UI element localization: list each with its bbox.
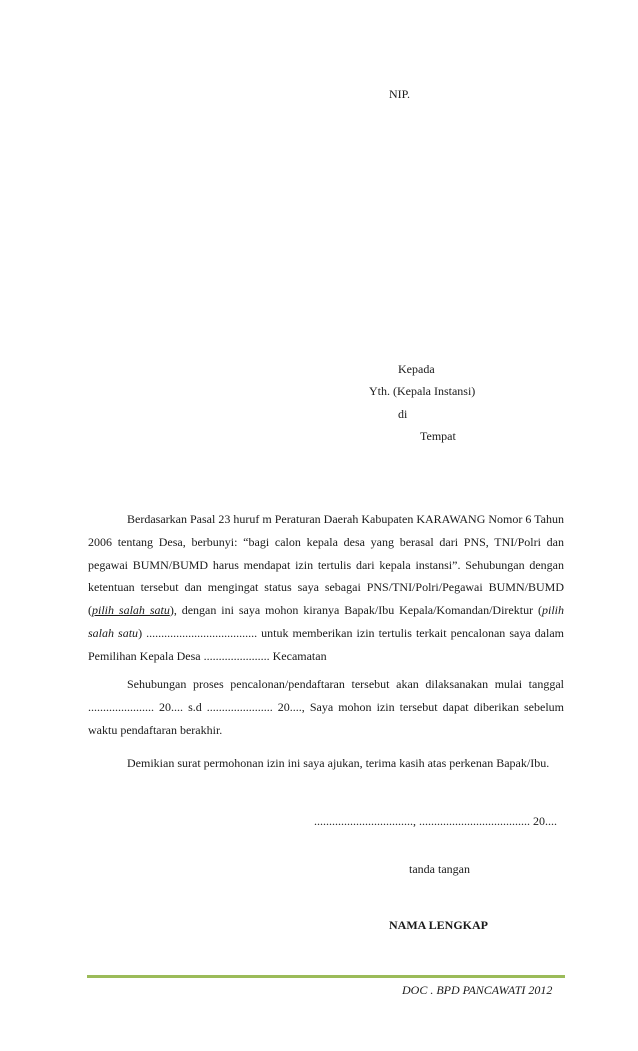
full-name: NAMA LENGKAP <box>389 918 488 932</box>
p1-text-1: Berdasarkan Pasal 23 huruf m Peraturan Daerah Kabupaten KARAWANG Nomor 6 Tahun 2006 tentang Desa, berbunyi: “bagi calon kepala desa yang berasal dari PNS, TNI/Polri dan pegawai BUMN/BUMD harus mendapat izin tertulis dari kepala instansi”. Sehubungan dengan ketentuan tersebut dan mengingat status saya sebagai PNS/TNI/Polri/Pegawai BUMN/BUMD ( <box>88 512 564 618</box>
signature-label: tanda tangan <box>409 862 470 876</box>
p3-text: Demikian surat permohonan izin ini saya ajukan, terima kasih atas perkenan Bapak/Ibu. <box>127 756 550 770</box>
recipient-yth: Yth. (Kepala Instansi) <box>369 384 476 398</box>
p2-text: Sehubungan proses pencalonan/pendaftaran tersebut akan dilaksanakan mulai tanggal ...................... 20.... s.d ...................... 20...., Saya mohon izin tersebut dapat diberikan sebelum waktu pendaftaran berakhir. <box>88 677 564 737</box>
recipient-kepada: Kepada <box>398 362 435 376</box>
footer-divider <box>87 975 565 978</box>
paragraph-jadwal <box>88 673 564 741</box>
paragraph-penutup <box>88 752 564 775</box>
paragraph-dasar-hukum <box>88 508 564 668</box>
p1-pilih-salah-satu-1: pilih salah satu <box>92 603 170 618</box>
place-date-line: ................................., ..................................... 20.... <box>314 814 557 828</box>
p1-text-3: ) ..................................... untuk memberikan izin tertulis terkait pencalonan saya dalam Pemilihan Kepala Desa ...................... Kecamatan <box>88 625 565 663</box>
recipient-tempat: Tempat <box>420 429 456 443</box>
footer-doc-label: DOC . BPD PANCAWATI 2012 <box>402 983 553 997</box>
recipient-di: di <box>398 407 408 421</box>
nip-label: NIP. <box>389 87 411 101</box>
p1-text-2: ), dengan ini saya mohon kiranya Bapak/Ibu Kepala/Komandan/Direktur ( <box>169 603 542 618</box>
p1-pilih-salah-satu-2: pilih salah satu <box>88 603 564 640</box>
